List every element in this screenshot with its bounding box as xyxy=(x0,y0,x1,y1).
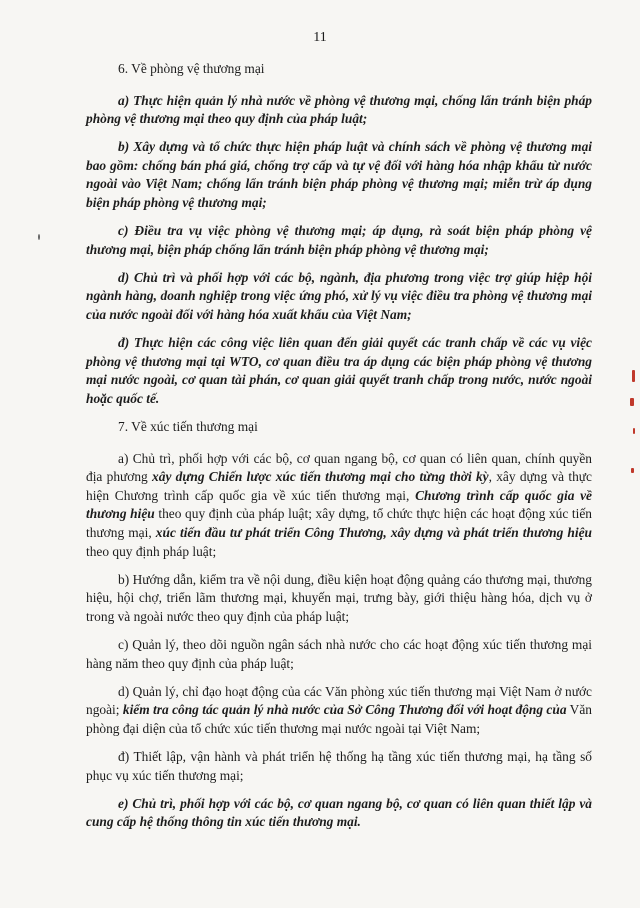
document-body xyxy=(86,60,592,841)
scan-mark xyxy=(630,398,634,406)
emphasis-run: Chương trình cấp quốc gia về thương hiệu xyxy=(86,487,592,522)
section-7-heading: 7. Về xúc tiến thương mại xyxy=(118,419,258,434)
text-run: Văn phòng đại diện của tổ chức xúc tiến thương mại nước ngoài tại Việt Nam; xyxy=(86,702,592,736)
page-number: 11 xyxy=(313,30,327,45)
emphasis-run: kiểm tra công tác quản lý nhà nước của Sở Công Thương đối với hoạt động của xyxy=(122,702,567,718)
section-7-item-c: c) Quản lý, theo dõi nguồn ngân sách nhà nước cho các hoạt động xúc tiến thương mại hàng năm theo quy định của pháp luật; xyxy=(86,636,592,671)
section-6-item-a: a) Thực hiện quản lý nhà nước về phòng vệ thương mại, chống lẩn tránh biện pháp phòng vệ thương mại theo quy định của pháp luật; xyxy=(86,92,592,127)
section-6-item-c: c) Điều tra vụ việc phòng vệ thương mại; áp dụng, rà soát biện pháp phòng vệ thương mại, biện pháp chống lẩn tránh biện pháp phòng vệ thương mại; xyxy=(86,223,592,257)
text-run: , xây dựng và thực hiện Chương trình cấp quốc gia về xúc tiến thương mại, xyxy=(86,469,592,503)
section-7-item-a xyxy=(86,450,592,562)
section-7-item-dd: đ) Thiết lập, vận hành và phát triển hệ thống hạ tầng xúc tiến thương mại, hạ tầng số phục vụ xúc tiến thương mại; xyxy=(86,748,592,783)
section-6-item-d: d) Chủ trì và phối hợp với các bộ, ngành, địa phương trong việc trợ giúp hiệp hội ngành hàng, doanh nghiệp trong việc ứng phó, xử lý vụ việc điều tra phòng vệ thương mại của nước ngoài đối với hàng hóa xuất khẩu của Việt Nam; xyxy=(86,269,592,323)
text-run: a) Chủ trì, phối hợp với các bộ, cơ quan ngang bộ, cơ quan có liên quan, chính quyền địa phương xyxy=(86,450,592,485)
section-7-item-e: e) Chủ trì, phối hợp với các bộ, cơ quan ngang bộ, cơ quan có liên quan thiết lập và cung cấp hệ thống thông tin xúc tiến thương mại. xyxy=(86,795,592,830)
text-run: theo quy định của pháp luật; xây dựng, tổ chức thực hiện các hoạt động xúc tiến thương mại, xyxy=(86,506,592,540)
emphasis-run: xúc tiến đầu tư phát triển Công Thương, xây dựng và phát triển thương hiệu xyxy=(155,524,592,540)
scan-mark xyxy=(633,428,635,434)
section-6-item-b: b) Xây dựng và tổ chức thực hiện pháp luật và chính sách về phòng vệ thương mại bao gồm: chống bán phá giá, chống trợ cấp và tự vệ đối với hàng hóa nhập khẩu từ nước ngoài vào Việt Nam; chống lẩn tránh biện pháp phòng vệ thương mại; miễn trừ áp dụng biện pháp phòng vệ thương mại; xyxy=(86,139,592,211)
scan-mark xyxy=(632,370,635,382)
section-6-heading: 6. Về phòng vệ thương mại xyxy=(118,61,265,76)
section-7-item-b: b) Hướng dẫn, kiểm tra về nội dung, điều kiện hoạt động quảng cáo thương mại, thương hiệu, hội chợ, triển lãm thương mại, khuyến mại, trưng bày, giới thiệu hàng hóa, dịch vụ ở trong và ngoài nước theo quy định của pháp luật; xyxy=(86,571,592,624)
scan-speck xyxy=(38,234,40,240)
section-7-item-d xyxy=(86,683,592,739)
section-6-item-dd: đ) Thực hiện các công việc liên quan đến giải quyết các tranh chấp về các vụ việc phòng vệ thương mại tại WTO, cơ quan điều tra áp dụng các biện pháp phòng vệ thương mại nước ngoài, cơ quan tài phán, cơ quan giải quyết tranh chấp trong nước, nước ngoài hoặc quốc tế. xyxy=(86,335,592,406)
emphasis-run: xây dựng Chiến lược xúc tiến thương mại cho từng thời kỳ xyxy=(152,469,489,485)
text-run: d) Quản lý, chỉ đạo hoạt động của các Văn phòng xúc tiến thương mại Việt Nam ở nước ngoài; xyxy=(86,683,592,718)
text-run: theo quy định pháp luật; xyxy=(86,543,217,559)
scan-mark xyxy=(631,468,634,473)
